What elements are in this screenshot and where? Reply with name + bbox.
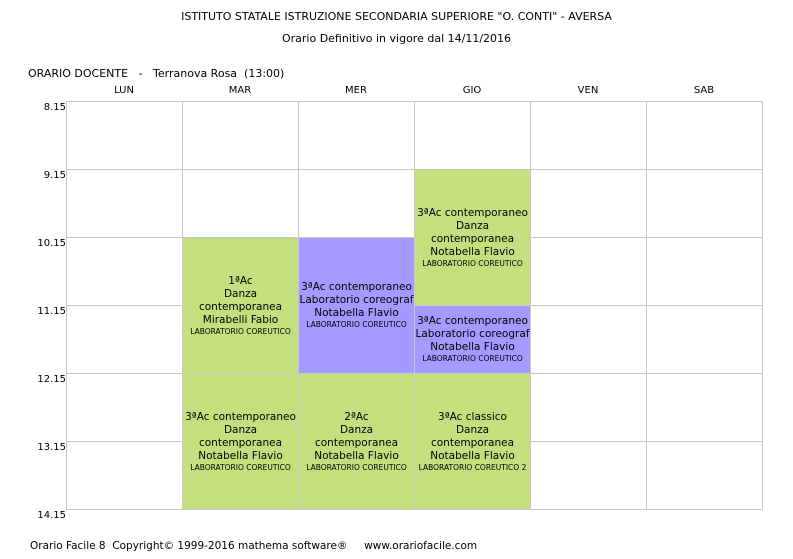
lesson-subject: Danza contemporanea — [314, 423, 399, 449]
lesson-cell[interactable] — [415, 374, 530, 509]
day-header-ven: VEN — [577, 85, 599, 96]
lesson-room: LABORATORIO COREUTICO — [422, 354, 523, 363]
teacher-line: ORARIO DOCENTE - Terranova Rosa (13:00) — [28, 67, 285, 80]
day-header-mer: MER — [345, 85, 367, 96]
lesson-subject: Danza contemporanea — [430, 219, 515, 245]
day-header-mar: MAR — [228, 85, 252, 96]
footer-copyright: Orario Facile 8 Copyright© 1999-2016 mathema software® www.orariofacile.com — [30, 540, 478, 552]
lesson-class: 1ªAc — [228, 274, 253, 287]
lesson-cell[interactable] — [183, 238, 298, 373]
time-label: 12.15 — [37, 374, 66, 385]
day-header-sab: SAB — [693, 85, 715, 96]
time-label: 8.15 — [43, 102, 66, 113]
time-label: 9.15 — [43, 170, 66, 181]
time-label: 14.15 — [37, 510, 66, 521]
grid-column-line — [762, 101, 763, 510]
grid-column-line — [530, 101, 531, 510]
time-label: 13.15 — [37, 442, 66, 453]
day-header-lun: LUN — [114, 85, 134, 96]
lesson-teacher: Notabella Flavio — [430, 341, 515, 353]
lesson-room: LABORATORIO COREUTICO — [306, 462, 407, 472]
lesson-teacher: Notabella Flavio — [430, 449, 515, 462]
day-header-gio: GIO — [462, 85, 482, 96]
lesson-class: 3ªAc classico — [438, 410, 507, 423]
schedule-subtitle: Orario Definitivo in vigore dal 14/11/2016 — [281, 32, 512, 45]
lesson-teacher: Notabella Flavio — [314, 449, 399, 462]
lesson-class: 3ªAc contemporaneo — [417, 206, 528, 219]
lesson-subject: Laboratorio coreograf — [299, 294, 414, 306]
lesson-subject: Danza contemporanea — [198, 287, 283, 313]
lesson-room: LABORATORIO COREUTICO — [190, 462, 291, 472]
time-label: 11.15 — [37, 306, 66, 317]
lesson-class: 3ªAc contemporaneo — [301, 281, 412, 293]
lesson-class: 2ªAc — [344, 410, 369, 423]
time-label: 10.15 — [37, 238, 66, 249]
lesson-class: 3ªAc contemporaneo — [185, 410, 296, 423]
lesson-cell[interactable] — [299, 374, 414, 509]
lesson-teacher: Notabella Flavio — [430, 245, 515, 258]
lesson-cell[interactable] — [183, 374, 298, 509]
lesson-teacher: Mirabelli Fabio — [202, 313, 279, 326]
grid-column-line — [66, 101, 67, 510]
lesson-subject: Danza contemporanea — [198, 423, 283, 449]
lesson-cell[interactable] — [299, 238, 414, 373]
lesson-subject: Danza contemporanea — [430, 423, 515, 449]
lesson-room: LABORATORIO COREUTICO — [190, 326, 291, 336]
lesson-cell[interactable] — [415, 170, 530, 305]
grid-column-line — [646, 101, 647, 510]
lesson-room: LABORATORIO COREUTICO 2 — [418, 462, 527, 472]
school-title: ISTITUTO STATALE ISTRUZIONE SECONDARIA SUPERIORE "O. CONTI" - AVERSA — [181, 10, 612, 23]
lesson-cell[interactable] — [415, 306, 530, 373]
lesson-room: LABORATORIO COREUTICO — [306, 320, 407, 329]
lesson-class: 3ªAc contemporaneo — [417, 315, 528, 327]
lesson-subject: Laboratorio coreograf — [415, 328, 530, 340]
lesson-room: LABORATORIO COREUTICO — [422, 258, 523, 268]
lesson-teacher: Notabella Flavio — [314, 307, 399, 319]
lesson-teacher: Notabella Flavio — [198, 449, 283, 462]
